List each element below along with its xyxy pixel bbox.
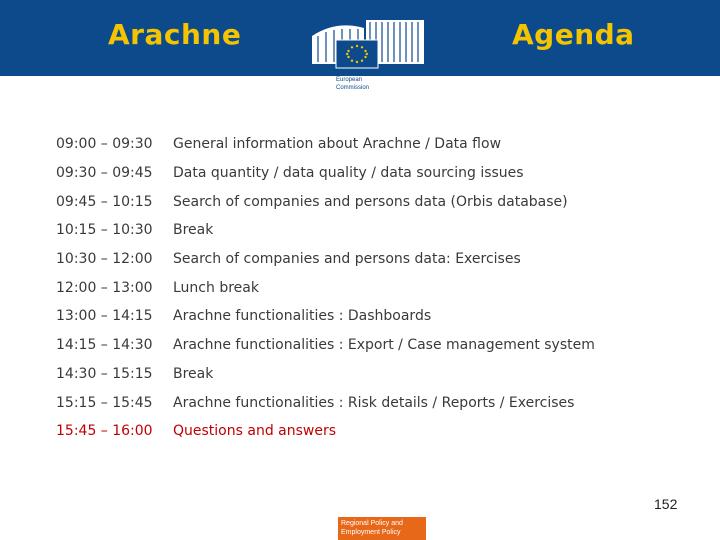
agenda-time: 09:45 – 10:15 <box>56 193 153 210</box>
agenda-row <box>56 360 696 389</box>
slide-title: Agenda <box>512 18 635 51</box>
agenda-item: Data quantity / data quality / data sourcing issues <box>173 165 524 182</box>
agenda-row <box>56 216 696 245</box>
agenda-time: 10:30 – 12:00 <box>56 251 153 268</box>
european-commission-logo <box>306 0 430 100</box>
agenda-row <box>56 130 696 159</box>
agenda-time: 14:15 – 14:30 <box>56 337 153 354</box>
agenda-time: 09:00 – 09:30 <box>56 136 153 153</box>
agenda-time: 13:00 – 14:15 <box>56 308 153 325</box>
agenda-row <box>56 302 696 331</box>
agenda-item: Lunch break <box>173 279 259 296</box>
footer-dg-tag: Regional Policy and Employment Policy <box>338 517 426 540</box>
agenda-time: 15:45 – 16:00 <box>56 423 153 440</box>
agenda-row <box>56 273 696 302</box>
agenda-item: General information about Arachne / Data flow <box>173 136 502 153</box>
agenda-row <box>56 159 696 188</box>
agenda-item: Search of companies and persons data (Orbis database) <box>173 193 568 210</box>
agenda-row-highlighted <box>56 417 696 446</box>
agenda-row <box>56 187 696 216</box>
agenda-item: Break <box>173 222 214 239</box>
agenda-time: 15:15 – 15:45 <box>56 394 153 411</box>
agenda-item: Search of companies and persons data: Exercises <box>173 251 521 268</box>
agenda-row <box>56 388 696 417</box>
page-number: 152 <box>654 496 678 512</box>
agenda-time: 10:15 – 10:30 <box>56 222 153 239</box>
agenda-row <box>56 331 696 360</box>
agenda-time: 12:00 – 13:00 <box>56 279 153 296</box>
agenda-time: 14:30 – 15:15 <box>56 365 153 382</box>
logo-caption: European Commission <box>336 77 370 91</box>
agenda-row <box>56 245 696 274</box>
agenda-item: Questions and answers <box>173 423 337 440</box>
agenda-item: Arachne functionalities : Dashboards <box>173 308 432 325</box>
presentation-title: Arachne <box>108 18 242 51</box>
agenda-item: Arachne functionalities : Risk details / Reports / Exercises <box>173 394 575 411</box>
agenda-list <box>56 130 696 446</box>
commission-building-icon <box>306 0 430 76</box>
agenda-item: Break <box>173 365 214 382</box>
agenda-time: 09:30 – 09:45 <box>56 165 153 182</box>
agenda-item: Arachne functionalities : Export / Case management system <box>173 337 595 354</box>
